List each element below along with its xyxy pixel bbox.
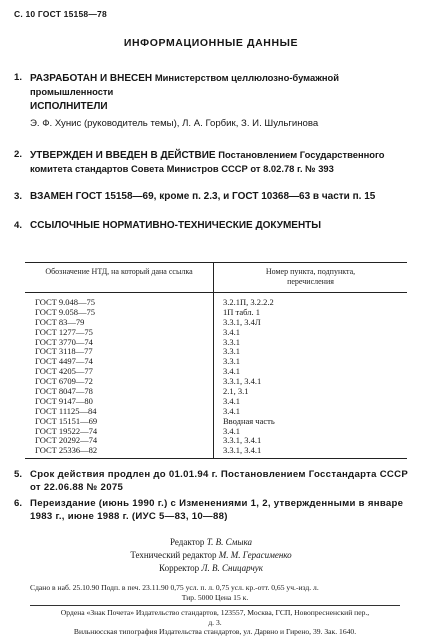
imprint-circulation: Тир. 5000 Цена 15 к. bbox=[181, 593, 249, 602]
item-text: Министерством целлюлозно-бумажной промышленности bbox=[30, 72, 340, 98]
item-text: Постановлением Государственного комитета стандартов Совета Министров СССР от 8.02.78 г. № 393 bbox=[30, 149, 385, 175]
table-cell-clause: 3.3.1, 3.4.1 bbox=[223, 435, 262, 446]
table-cell-clause: 3.4.1 bbox=[223, 405, 240, 416]
table-cell-document: ГОСТ 83—79 bbox=[35, 316, 85, 327]
item-text: Переиздание (июнь 1990 г.) с Изменениями 1, 2, утвержденными в январе 1983 г., июне 1988 г. (ИУС 5—83, 10—88) bbox=[30, 498, 404, 523]
table-cell-document: ГОСТ 19522—74 bbox=[35, 425, 98, 436]
item-lead: ВЗАМЕН ГОСТ 15158—69, кроме п. 2.3, и ГОСТ 10368—63 в части п. 15 bbox=[30, 191, 376, 202]
item-lead: ССЫЛОЧНЫЕ НОРМАТИВНО-ТЕХНИЧЕСКИЕ ДОКУМЕНТЫ bbox=[30, 220, 322, 231]
item-replaces bbox=[14, 190, 410, 203]
column-header-clause: Номер пункта, подпункта, перечисления bbox=[265, 267, 356, 286]
table-cell-document: ГОСТ 3770—74 bbox=[35, 336, 93, 347]
table-cell-clause: Вводная часть bbox=[223, 415, 275, 426]
table-cell-clause: 2.1, 3.1 bbox=[223, 386, 249, 397]
table-cell-clause: 3.3.1 bbox=[223, 356, 240, 367]
page-header: С. 10 ГОСТ 15158—78 bbox=[14, 9, 107, 19]
table-cell-document: ГОСТ 8047—78 bbox=[35, 386, 93, 397]
item-validity bbox=[14, 468, 410, 495]
imprint-printer: Вильнюсская типография Издательства стандартов, ул. Дарвно и Гирено, 39. Зак. 1640. bbox=[73, 627, 357, 636]
table-row bbox=[25, 446, 407, 456]
table-body bbox=[25, 298, 407, 456]
table-cell-clause: 3.3.1 bbox=[223, 346, 240, 357]
table-cell-clause: 3.3.1, 3.4.1 bbox=[223, 445, 262, 456]
table-cell-document: ГОСТ 11125—84 bbox=[35, 405, 97, 416]
table-header-rule bbox=[25, 292, 407, 293]
item-lead: РАЗРАБОТАН И ВНЕСЕН bbox=[30, 73, 153, 84]
proofreader-line: Корректор Л. В. Сницарчук bbox=[159, 563, 263, 573]
imprint-publisher: Ордена «Знак Почета» Издательство стандартов, 123557, Москва, ГСП, Новопресненский пер., д. 3. bbox=[60, 608, 370, 627]
table-cell-document: ГОСТ 6709—72 bbox=[35, 376, 93, 387]
table-cell-document: ГОСТ 9147—80 bbox=[35, 395, 93, 406]
imprint-rule bbox=[30, 605, 400, 606]
reference-table bbox=[25, 262, 407, 458]
item-lead: УТВЕРЖДЕН И ВВЕДЕН В ДЕЙСТВИЕ bbox=[30, 150, 216, 161]
table-cell-document: ГОСТ 1277—75 bbox=[35, 326, 93, 337]
item-text: Срок действия продлен до 01.01.94 г. Постановлением Госстандарта СССР от 22.06.88 № 2075 bbox=[30, 469, 409, 494]
table-cell-document: ГОСТ 4205—77 bbox=[35, 366, 93, 377]
imprint-print-data: Сдано в наб. 25.10.90 Подп. в печ. 23.11.90 0,75 усл. п. л. 0,75 усл. кр.-отт. 0,65 уч.-изд. л. bbox=[30, 583, 319, 592]
editor-line: Редактор Т. В. Смыка bbox=[170, 537, 252, 547]
table-cell-clause: 3.4.1 bbox=[223, 425, 240, 436]
item-number: 6. bbox=[14, 498, 23, 509]
tech-editor-line: Технический редактор М. М. Герасименко bbox=[130, 550, 292, 560]
item-number: 5. bbox=[14, 469, 23, 480]
item-number: 1. bbox=[14, 72, 23, 83]
table-top-rule bbox=[25, 262, 407, 263]
page-title: ИНФОРМАЦИОННЫЕ ДАННЫЕ bbox=[123, 37, 299, 49]
table-cell-document: ГОСТ 9.058—75 bbox=[35, 306, 96, 317]
table-cell-document: ГОСТ 3118—77 bbox=[35, 346, 93, 357]
table-cell-clause: 3.3.1, 3.4Л bbox=[223, 316, 261, 327]
item-references bbox=[14, 219, 410, 232]
table-cell-clause: 3.2.1П, 3.2.2.2 bbox=[223, 297, 274, 307]
item-number: 4. bbox=[14, 220, 23, 231]
table-cell-clause: 3.3.1 bbox=[223, 336, 240, 347]
item-approved bbox=[14, 148, 410, 177]
table-cell-document: ГОСТ 25336—82 bbox=[35, 445, 98, 456]
item-reissue bbox=[14, 497, 410, 524]
table-cell-document: ГОСТ 4497—74 bbox=[35, 356, 93, 367]
item-number: 2. bbox=[14, 149, 23, 160]
table-bottom-rule bbox=[25, 458, 407, 459]
item-number: 3. bbox=[14, 191, 23, 202]
column-header-document: Обозначение НТД, на который дана ссылка bbox=[45, 267, 193, 276]
table-cell-document: ГОСТ 15151—69 bbox=[35, 415, 98, 426]
table-cell-clause: 1П табл. 1 bbox=[223, 306, 260, 317]
performers-list: Э. Ф. Хунис (руководитель темы), Л. А. Горбик, З. И. Шульгинова bbox=[30, 118, 319, 129]
table-cell-clause: 3.4.1 bbox=[223, 395, 240, 406]
table-cell-clause: 3.3.1, 3.4.1 bbox=[223, 376, 262, 387]
item-developed bbox=[14, 71, 410, 100]
table-cell-clause: 3.4.1 bbox=[223, 326, 240, 337]
table-cell-document: ГОСТ 9.048—75 bbox=[35, 297, 96, 307]
table-cell-clause: 3.4.1 bbox=[223, 366, 240, 377]
performers-label: ИСПОЛНИТЕЛИ bbox=[30, 101, 108, 112]
table-cell-document: ГОСТ 20292—74 bbox=[35, 435, 98, 446]
